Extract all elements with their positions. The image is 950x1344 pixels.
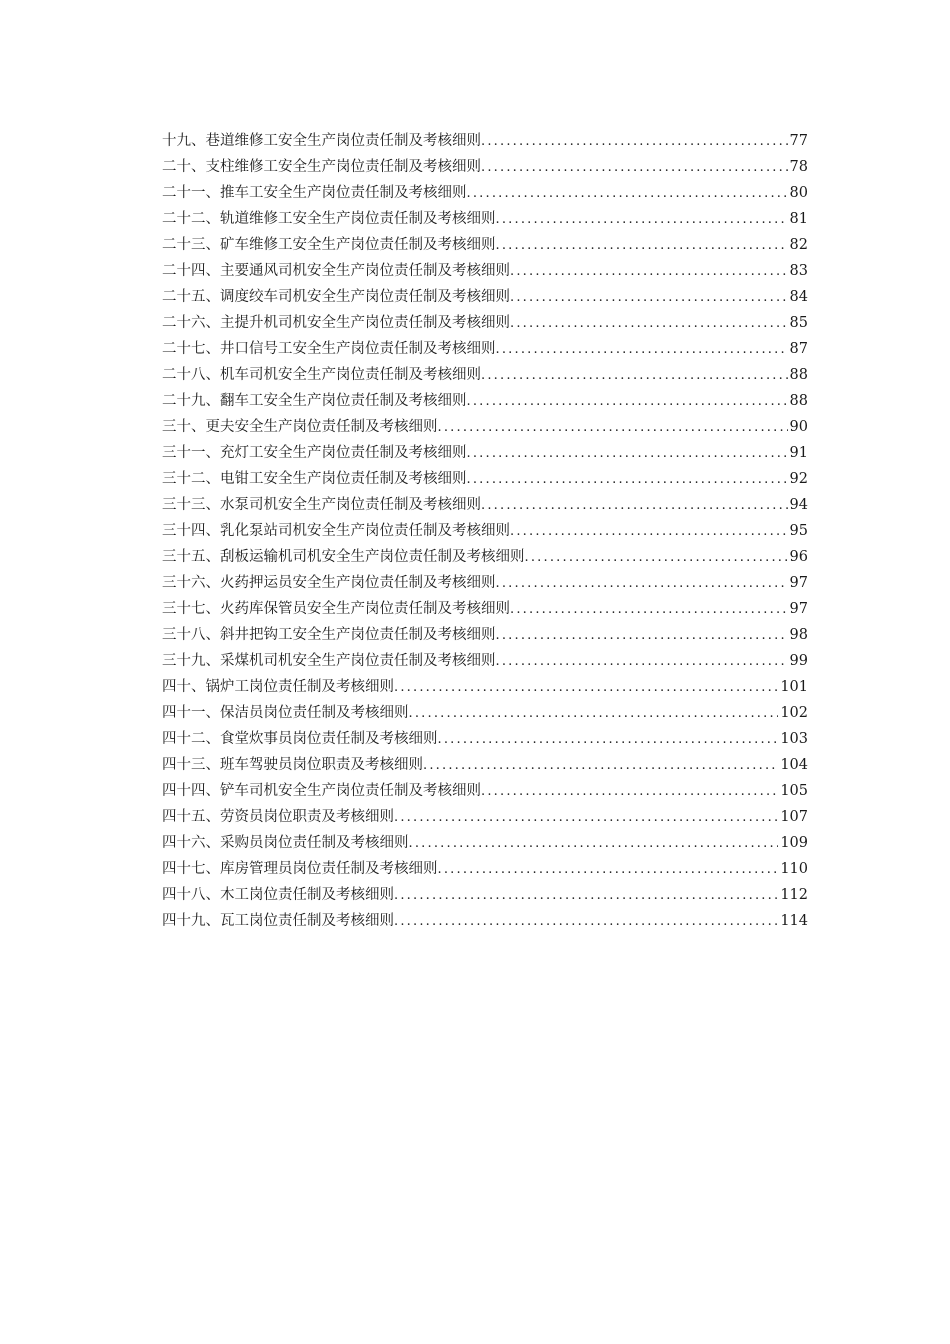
toc-entry-title: 三十三、水泵司机安全生产岗位责任制及考核细则 [162, 497, 481, 513]
toc-entry-page-number: 84 [789, 289, 808, 305]
toc-dot-leader [510, 311, 788, 337]
toc-entry-title: 三十、更夫安全生产岗位责任制及考核细则 [162, 419, 438, 435]
toc-entry[interactable] [162, 726, 808, 752]
toc-entry-title: 二十二、轨道维修工安全生产岗位责任制及考核细则 [162, 211, 496, 227]
toc-entry-page-number: 114 [780, 913, 808, 929]
toc-entry-title: 三十一、充灯工安全生产岗位责任制及考核细则 [162, 445, 467, 461]
table-of-contents [162, 128, 808, 934]
toc-entry-page-number: 103 [780, 731, 808, 747]
toc-entry-page-number: 88 [789, 367, 808, 383]
toc-entry[interactable] [162, 232, 808, 258]
toc-entry[interactable] [162, 154, 808, 180]
toc-dot-leader [481, 129, 788, 155]
toc-dot-leader [496, 649, 788, 675]
toc-entry[interactable] [162, 362, 808, 388]
toc-entry[interactable] [162, 674, 808, 700]
toc-dot-leader [409, 831, 779, 857]
toc-dot-leader [496, 571, 788, 597]
toc-dot-leader [394, 909, 778, 935]
toc-entry-title: 三十九、采煤机司机安全生产岗位责任制及考核细则 [162, 653, 496, 669]
toc-entry-title: 二十八、机车司机安全生产岗位责任制及考核细则 [162, 367, 481, 383]
toc-entry-title: 十九、巷道维修工安全生产岗位责任制及考核细则 [162, 133, 481, 149]
toc-entry[interactable] [162, 544, 808, 570]
toc-dot-leader [510, 519, 788, 545]
toc-entry[interactable] [162, 856, 808, 882]
toc-entry-page-number: 88 [789, 393, 808, 409]
toc-entry[interactable] [162, 206, 808, 232]
toc-entry[interactable] [162, 128, 808, 154]
toc-entry-page-number: 83 [789, 263, 808, 279]
toc-dot-leader [438, 857, 779, 883]
toc-entry[interactable] [162, 778, 808, 804]
toc-entry-page-number: 77 [789, 133, 808, 149]
toc-entry-title: 三十七、火药库保管员安全生产岗位责任制及考核细则 [162, 601, 510, 617]
toc-entry-title: 三十二、电钳工安全生产岗位责任制及考核细则 [162, 471, 467, 487]
toc-entry-page-number: 107 [780, 809, 808, 825]
toc-entry-title: 二十、支柱维修工安全生产岗位责任制及考核细则 [162, 159, 481, 175]
toc-entry-title: 三十四、乳化泵站司机安全生产岗位责任制及考核细则 [162, 523, 510, 539]
toc-entry[interactable] [162, 882, 808, 908]
toc-entry-page-number: 97 [789, 601, 808, 617]
toc-dot-leader [467, 181, 788, 207]
toc-entry-page-number: 92 [789, 471, 808, 487]
toc-entry-page-number: 82 [789, 237, 808, 253]
toc-dot-leader [481, 363, 788, 389]
toc-entry[interactable] [162, 310, 808, 336]
toc-entry-title: 四十七、库房管理员岗位责任制及考核细则 [162, 861, 438, 877]
toc-entry[interactable] [162, 596, 808, 622]
toc-entry-page-number: 80 [789, 185, 808, 201]
toc-entry[interactable] [162, 648, 808, 674]
toc-entry[interactable] [162, 752, 808, 778]
toc-dot-leader [409, 701, 779, 727]
toc-entry-page-number: 99 [789, 653, 808, 669]
toc-dot-leader [496, 623, 788, 649]
toc-dot-leader [394, 675, 778, 701]
toc-entry-title: 三十六、火药押运员安全生产岗位责任制及考核细则 [162, 575, 496, 591]
toc-entry[interactable] [162, 908, 808, 934]
toc-entry-title: 二十六、主提升机司机安全生产岗位责任制及考核细则 [162, 315, 510, 331]
toc-entry[interactable] [162, 180, 808, 206]
toc-dot-leader [394, 883, 778, 909]
toc-entry[interactable] [162, 466, 808, 492]
toc-entry-page-number: 98 [789, 627, 808, 643]
toc-entry[interactable] [162, 804, 808, 830]
toc-entry-title: 四十四、铲车司机安全生产岗位责任制及考核细则 [162, 783, 481, 799]
toc-entry[interactable] [162, 388, 808, 414]
toc-entry[interactable] [162, 518, 808, 544]
toc-entry-page-number: 110 [780, 861, 808, 877]
toc-dot-leader [510, 597, 788, 623]
toc-entry-page-number: 112 [780, 887, 808, 903]
toc-dot-leader [510, 259, 788, 285]
toc-entry[interactable] [162, 258, 808, 284]
toc-dot-leader [481, 779, 778, 805]
toc-dot-leader [394, 805, 778, 831]
toc-entry-page-number: 81 [789, 211, 808, 227]
toc-dot-leader [438, 727, 779, 753]
toc-dot-leader [496, 337, 788, 363]
toc-entry-page-number: 96 [789, 549, 808, 565]
toc-entry-title: 四十五、劳资员岗位职责及考核细则 [162, 809, 394, 825]
toc-dot-leader [481, 155, 788, 181]
toc-entry-page-number: 91 [789, 445, 808, 461]
toc-entry-title: 四十一、保洁员岗位责任制及考核细则 [162, 705, 409, 721]
toc-entry-title: 四十三、班车驾驶员岗位职责及考核细则 [162, 757, 423, 773]
toc-entry[interactable] [162, 414, 808, 440]
toc-entry[interactable] [162, 700, 808, 726]
toc-entry-page-number: 87 [789, 341, 808, 357]
toc-entry-page-number: 78 [789, 159, 808, 175]
toc-entry-title: 二十三、矿车维修工安全生产岗位责任制及考核细则 [162, 237, 496, 253]
toc-entry-page-number: 85 [789, 315, 808, 331]
toc-dot-leader [438, 415, 788, 441]
toc-entry-title: 四十八、木工岗位责任制及考核细则 [162, 887, 394, 903]
toc-entry-title: 二十一、推车工安全生产岗位责任制及考核细则 [162, 185, 467, 201]
toc-entry[interactable] [162, 622, 808, 648]
toc-entry[interactable] [162, 440, 808, 466]
toc-entry-title: 三十八、斜井把钩工安全生产岗位责任制及考核细则 [162, 627, 496, 643]
toc-entry-page-number: 97 [789, 575, 808, 591]
toc-entry-title: 二十七、井口信号工安全生产岗位责任制及考核细则 [162, 341, 496, 357]
toc-dot-leader [423, 753, 778, 779]
toc-entry-title: 四十二、食堂炊事员岗位责任制及考核细则 [162, 731, 438, 747]
toc-entry-page-number: 109 [780, 835, 808, 851]
toc-entry-page-number: 105 [780, 783, 808, 799]
toc-entry[interactable] [162, 284, 808, 310]
toc-entry-page-number: 104 [780, 757, 808, 773]
toc-entry-page-number: 90 [789, 419, 808, 435]
toc-dot-leader [496, 207, 788, 233]
toc-entry-page-number: 95 [789, 523, 808, 539]
toc-dot-leader [510, 285, 788, 311]
toc-entry[interactable] [162, 570, 808, 596]
toc-entry[interactable] [162, 336, 808, 362]
toc-entry-page-number: 101 [780, 679, 808, 695]
toc-entry[interactable] [162, 830, 808, 856]
toc-entry-page-number: 94 [789, 497, 808, 513]
toc-dot-leader [467, 389, 788, 415]
toc-entry[interactable] [162, 492, 808, 518]
toc-entry-title: 二十九、翻车工安全生产岗位责任制及考核细则 [162, 393, 467, 409]
toc-entry-title: 四十六、采购员岗位责任制及考核细则 [162, 835, 409, 851]
toc-dot-leader [467, 467, 788, 493]
toc-dot-leader [496, 233, 788, 259]
toc-entry-title: 四十、锅炉工岗位责任制及考核细则 [162, 679, 394, 695]
toc-dot-leader [467, 441, 788, 467]
toc-entry-title: 二十四、主要通风司机安全生产岗位责任制及考核细则 [162, 263, 510, 279]
toc-dot-leader [481, 493, 788, 519]
toc-entry-title: 四十九、瓦工岗位责任制及考核细则 [162, 913, 394, 929]
toc-dot-leader [525, 545, 788, 571]
toc-entry-title: 二十五、调度绞车司机安全生产岗位责任制及考核细则 [162, 289, 510, 305]
toc-entry-page-number: 102 [780, 705, 808, 721]
toc-entry-title: 三十五、刮板运输机司机安全生产岗位责任制及考核细则 [162, 549, 525, 565]
